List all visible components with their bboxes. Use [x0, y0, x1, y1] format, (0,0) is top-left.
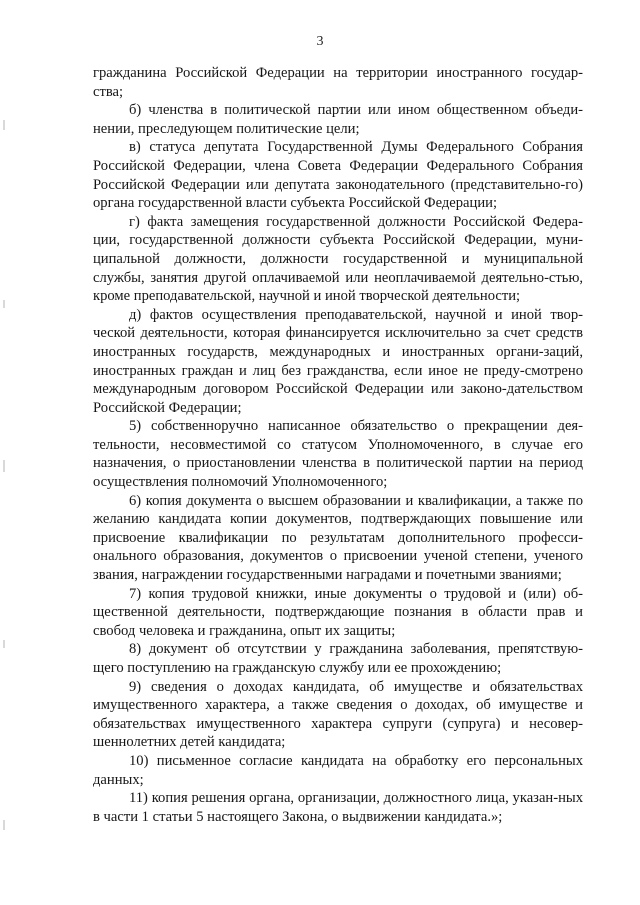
binding-edge-marks [3, 0, 7, 905]
paragraph-item-8: 8) документ об отсутствии у гражданина заболевания, препятствую-щего поступлению на гражданскую службу или ее прохождению; [93, 641, 583, 676]
paragraph-item-11: 11) копия решения органа, организации, должностного лица, указан-ных в части 1 статьи 5 настоящего Закона, о выдвижении кандидата.»; [93, 790, 583, 825]
paragraph-item-v: в) статуса депутата Государственной Думы Федерального Собрания Российской Федерации, члена Совета Федерации Федерального Собрания Российской Федерации или депутата законодательного (представительно-го) органа государственной власти субъекта Российской Федерации; [93, 139, 583, 212]
paragraph-item-7: 7) копия трудовой книжки, иные документы о трудовой и (или) об-щественной деятельности, подтверждающие познания в области прав и свобод человека и гражданина, опыт их защиты; [93, 585, 583, 639]
paragraph-item-9: 9) сведения о доходах кандидата, об имуществе и обязательствах имущественного характера, а также сведения о доходах, об имуществе и обязательствах имущественного характера супруги (супруга) и несовер-шеннолетних детей кандидата; [93, 678, 583, 751]
document-body [93, 64, 583, 826]
paragraph-item-g: г) факта замещения государственной должности Российской Федера-ции, государственной должности субъекта Российской Федерации, муни-ципальной должности, должности государственной и муниципальной службы, занятия другой оплачиваемой или неоплачиваемой деятельно-стью, кроме преподавательской, научной и иной творческой деятельности; [93, 213, 583, 305]
paragraph-item-5: 5) собственноручно написанное обязательство о прекращении дея-тельности, несовместимой со статусом Уполномоченного, в случае его назначения, о приостановлении членства в политической партии на период осуществления полномочий Уполномоченного; [93, 418, 583, 491]
page-number: 3 [316, 34, 324, 49]
paragraph-item-10: 10) письменное согласие кандидата на обработку его персональных данных; [93, 752, 583, 788]
paragraph-item-b: б) членства в политической партии или ином общественном объеди-нении, преследующем политические цели; [93, 102, 583, 137]
paragraph-item-d: д) фактов осуществления преподавательской, научной и иной твор-ческой деятельности, которая финансируется исключительно за счет средств иностранных государств, международных и иностранных органи-заций, иностранных граждан и лиц без гражданства, если иное не преду-смотрено международным договором Российской Федерации или законо-дательством Российской Федерации; [93, 306, 583, 416]
paragraph-continuation: гражданина Российской Федерации на территории иностранного государ-ства; [93, 65, 583, 100]
paragraph-item-6: 6) копия документа о высшем образовании и квалификации, а также по желанию кандидата копии документов, подтверждающих повышение или присвоение квалификации по результатам дополнительного професси-онального образования, документов о присвоении ученой степени, ученого звания, награждении государственными наградами и почетными званиями; [93, 492, 583, 584]
